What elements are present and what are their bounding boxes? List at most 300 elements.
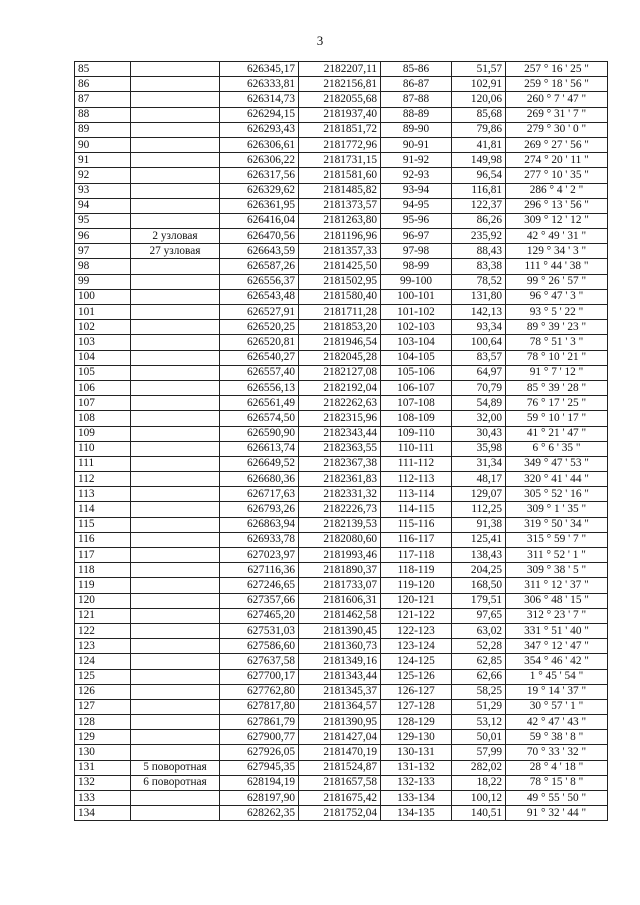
point-number-cell: 93 [75,183,131,198]
point-note-cell: 6 поворотная [131,775,220,790]
x-coordinate-cell: 627023,97 [220,548,299,563]
length-cell: 91,38 [452,517,506,532]
point-number-cell: 107 [75,396,131,411]
segment-cell: 121-122 [381,608,452,623]
point-note-cell [131,563,220,578]
bearing-cell: 347 ° 12 ' 47 " [506,639,608,654]
segment-cell: 103-104 [381,335,452,350]
bearing-cell: 42 ° 49 ' 31 " [506,229,608,244]
bearing-cell: 311 ° 52 ' 1 " [506,548,608,563]
point-note-cell: 2 узловая [131,229,220,244]
point-note-cell [131,350,220,365]
length-cell: 41,81 [452,137,506,152]
segment-cell: 93-94 [381,183,452,198]
table-row [75,563,608,578]
y-coordinate-cell: 2181373,57 [299,198,381,213]
length-cell: 54,89 [452,396,506,411]
point-number-cell: 103 [75,335,131,350]
table-row [75,213,608,228]
table-row [75,274,608,289]
y-coordinate-cell: 2182156,81 [299,77,381,92]
segment-cell: 101-102 [381,305,452,320]
point-note-cell [131,107,220,122]
bearing-cell: 311 ° 12 ' 37 " [506,578,608,593]
y-coordinate-cell: 2182192,04 [299,380,381,395]
point-note-cell [131,699,220,714]
point-note-cell [131,593,220,608]
point-number-cell: 129 [75,730,131,745]
x-coordinate-cell: 626680,36 [220,472,299,487]
point-note-cell [131,745,220,760]
x-coordinate-cell: 626527,91 [220,305,299,320]
segment-cell: 118-119 [381,563,452,578]
y-coordinate-cell: 2181711,28 [299,305,381,320]
x-coordinate-cell: 626590,90 [220,426,299,441]
bearing-cell: 96 ° 47 ' 3 " [506,289,608,304]
segment-cell: 88-89 [381,107,452,122]
x-coordinate-cell: 627861,79 [220,715,299,730]
bearing-cell: 257 ° 16 ' 25 " [506,62,608,77]
point-number-cell: 121 [75,608,131,623]
y-coordinate-cell: 2182207,11 [299,62,381,77]
table-row [75,320,608,335]
point-note-cell [131,259,220,274]
bearing-cell: 129 ° 34 ' 3 " [506,244,608,259]
point-number-cell: 125 [75,669,131,684]
y-coordinate-cell: 2181425,50 [299,259,381,274]
table-row [75,745,608,760]
x-coordinate-cell: 626361,95 [220,198,299,213]
point-note-cell [131,411,220,426]
point-number-cell: 104 [75,350,131,365]
x-coordinate-cell: 626540,27 [220,350,299,365]
segment-cell: 85-86 [381,62,452,77]
bearing-cell: 305 ° 52 ' 16 " [506,487,608,502]
segment-cell: 120-121 [381,593,452,608]
point-number-cell: 108 [75,411,131,426]
y-coordinate-cell: 2181890,37 [299,563,381,578]
y-coordinate-cell: 2181462,58 [299,608,381,623]
table-row [75,548,608,563]
point-note-cell [131,472,220,487]
x-coordinate-cell: 626317,56 [220,168,299,183]
point-note-cell [131,380,220,395]
bearing-cell: 315 ° 59 ' 7 " [506,532,608,547]
length-cell: 204,25 [452,563,506,578]
table-row [75,122,608,137]
point-number-cell: 95 [75,213,131,228]
x-coordinate-cell: 626717,63 [220,487,299,502]
point-note-cell: 27 узловая [131,244,220,259]
x-coordinate-cell: 626294,15 [220,107,299,122]
length-cell: 85,68 [452,107,506,122]
x-coordinate-cell: 627926,05 [220,745,299,760]
segment-cell: 134-135 [381,806,452,821]
point-number-cell: 119 [75,578,131,593]
table-row [75,396,608,411]
point-note-cell [131,639,220,654]
table-row [75,137,608,152]
coordinates-table [74,61,608,821]
x-coordinate-cell: 626613,74 [220,441,299,456]
length-cell: 83,57 [452,350,506,365]
point-note-cell [131,396,220,411]
y-coordinate-cell: 2181349,16 [299,654,381,669]
table-row [75,730,608,745]
x-coordinate-cell: 626557,40 [220,365,299,380]
length-cell: 30,43 [452,426,506,441]
bearing-cell: 59 ° 38 ' 8 " [506,730,608,745]
y-coordinate-cell: 2181390,45 [299,623,381,638]
y-coordinate-cell: 2181731,15 [299,153,381,168]
x-coordinate-cell: 627900,77 [220,730,299,745]
length-cell: 235,92 [452,229,506,244]
point-number-cell: 116 [75,532,131,547]
bearing-cell: 93 ° 5 ' 22 " [506,305,608,320]
x-coordinate-cell: 626293,43 [220,122,299,137]
table-row [75,411,608,426]
y-coordinate-cell: 2181606,31 [299,593,381,608]
y-coordinate-cell: 2181470,19 [299,745,381,760]
table-row [75,168,608,183]
bearing-cell: 78 ° 10 ' 21 " [506,350,608,365]
segment-cell: 94-95 [381,198,452,213]
segment-cell: 127-128 [381,699,452,714]
bearing-cell: 309 ° 1 ' 35 " [506,502,608,517]
y-coordinate-cell: 2181946,54 [299,335,381,350]
y-coordinate-cell: 2182343,44 [299,426,381,441]
length-cell: 50,01 [452,730,506,745]
x-coordinate-cell: 627116,36 [220,563,299,578]
segment-cell: 90-91 [381,137,452,152]
segment-cell: 92-93 [381,168,452,183]
table-row [75,426,608,441]
y-coordinate-cell: 2181675,42 [299,791,381,806]
point-number-cell: 112 [75,472,131,487]
point-number-cell: 115 [75,517,131,532]
x-coordinate-cell: 626649,52 [220,456,299,471]
point-number-cell: 118 [75,563,131,578]
point-number-cell: 122 [75,623,131,638]
point-note-cell [131,183,220,198]
y-coordinate-cell: 2182367,38 [299,456,381,471]
point-number-cell: 120 [75,593,131,608]
length-cell: 62,85 [452,654,506,669]
y-coordinate-cell: 2182262,63 [299,396,381,411]
length-cell: 112,25 [452,502,506,517]
segment-cell: 89-90 [381,122,452,137]
table-row [75,715,608,730]
length-cell: 32,00 [452,411,506,426]
bearing-cell: 28 ° 4 ' 18 " [506,760,608,775]
point-number-cell: 106 [75,380,131,395]
x-coordinate-cell: 626587,26 [220,259,299,274]
point-number-cell: 130 [75,745,131,760]
point-number-cell: 110 [75,441,131,456]
segment-cell: 132-133 [381,775,452,790]
length-cell: 120,06 [452,92,506,107]
table-row [75,365,608,380]
segment-cell: 133-134 [381,791,452,806]
bearing-cell: 349 ° 47 ' 53 " [506,456,608,471]
point-note-cell [131,426,220,441]
segment-cell: 123-124 [381,639,452,654]
segment-cell: 104-105 [381,350,452,365]
y-coordinate-cell: 2181853,20 [299,320,381,335]
bearing-cell: 309 ° 12 ' 12 " [506,213,608,228]
table-row [75,380,608,395]
y-coordinate-cell: 2181343,44 [299,669,381,684]
table-row [75,487,608,502]
table-row [75,198,608,213]
table-row [75,517,608,532]
length-cell: 96,54 [452,168,506,183]
segment-cell: 117-118 [381,548,452,563]
table-row [75,532,608,547]
segment-cell: 86-87 [381,77,452,92]
point-note-cell [131,578,220,593]
y-coordinate-cell: 2181524,87 [299,760,381,775]
point-note-cell [131,335,220,350]
bearing-cell: 320 ° 41 ' 44 " [506,472,608,487]
table-row [75,259,608,274]
bearing-cell: 111 ° 44 ' 38 " [506,259,608,274]
point-note-cell [131,365,220,380]
length-cell: 79,86 [452,122,506,137]
bearing-cell: 76 ° 17 ' 25 " [506,396,608,411]
bearing-cell: 312 ° 23 ' 7 " [506,608,608,623]
segment-cell: 129-130 [381,730,452,745]
point-note-cell [131,198,220,213]
bearing-cell: 41 ° 21 ' 47 " [506,426,608,441]
point-note-cell [131,213,220,228]
x-coordinate-cell: 627817,80 [220,699,299,714]
segment-cell: 97-98 [381,244,452,259]
table-row [75,335,608,350]
length-cell: 64,97 [452,365,506,380]
length-cell: 86,26 [452,213,506,228]
point-note-cell [131,137,220,152]
bearing-cell: 99 ° 26 ' 57 " [506,274,608,289]
bearing-cell: 49 ° 55 ' 50 " [506,791,608,806]
table-row [75,669,608,684]
y-coordinate-cell: 2181485,82 [299,183,381,198]
segment-cell: 116-117 [381,532,452,547]
y-coordinate-cell: 2182361,83 [299,472,381,487]
segment-cell: 106-107 [381,380,452,395]
length-cell: 83,38 [452,259,506,274]
length-cell: 100,12 [452,791,506,806]
point-note-cell [131,608,220,623]
bearing-cell: 91 ° 32 ' 44 " [506,806,608,821]
point-note-cell [131,623,220,638]
length-cell: 88,43 [452,244,506,259]
segment-cell: 126-127 [381,684,452,699]
segment-cell: 102-103 [381,320,452,335]
segment-cell: 87-88 [381,92,452,107]
x-coordinate-cell: 626306,61 [220,137,299,152]
point-number-cell: 105 [75,365,131,380]
segment-cell: 99-100 [381,274,452,289]
x-coordinate-cell: 628262,35 [220,806,299,821]
segment-cell: 119-120 [381,578,452,593]
x-coordinate-cell: 626556,13 [220,380,299,395]
length-cell: 51,29 [452,699,506,714]
point-number-cell: 114 [75,502,131,517]
point-number-cell: 94 [75,198,131,213]
page-number: 3 [316,33,324,48]
point-note-cell [131,441,220,456]
y-coordinate-cell: 2181345,37 [299,684,381,699]
table-row [75,92,608,107]
table-row [75,654,608,669]
bearing-cell: 279 ° 30 ' 0 " [506,122,608,137]
point-note-cell [131,168,220,183]
table-row [75,502,608,517]
y-coordinate-cell: 2181851,72 [299,122,381,137]
x-coordinate-cell: 626561,49 [220,396,299,411]
point-number-cell: 101 [75,305,131,320]
bearing-cell: 19 ° 14 ' 37 " [506,684,608,699]
point-note-cell [131,532,220,547]
bearing-cell: 286 ° 4 ' 2 " [506,183,608,198]
y-coordinate-cell: 2181360,73 [299,639,381,654]
segment-cell: 128-129 [381,715,452,730]
segment-cell: 107-108 [381,396,452,411]
bearing-cell: 42 ° 47 ' 43 " [506,715,608,730]
bearing-cell: 85 ° 39 ' 28 " [506,380,608,395]
segment-cell: 96-97 [381,229,452,244]
length-cell: 100,64 [452,335,506,350]
x-coordinate-cell: 627357,66 [220,593,299,608]
point-note-cell [131,320,220,335]
x-coordinate-cell: 627762,80 [220,684,299,699]
point-note-cell [131,791,220,806]
y-coordinate-cell: 2182080,60 [299,532,381,547]
x-coordinate-cell: 626863,94 [220,517,299,532]
point-number-cell: 117 [75,548,131,563]
point-number-cell: 98 [75,259,131,274]
table-row [75,472,608,487]
bearing-cell: 269 ° 27 ' 56 " [506,137,608,152]
x-coordinate-cell: 626520,25 [220,320,299,335]
length-cell: 282,02 [452,760,506,775]
length-cell: 102,91 [452,77,506,92]
point-number-cell: 99 [75,274,131,289]
x-coordinate-cell: 626643,59 [220,244,299,259]
y-coordinate-cell: 2181364,57 [299,699,381,714]
x-coordinate-cell: 626329,62 [220,183,299,198]
x-coordinate-cell: 626470,56 [220,229,299,244]
table-row [75,62,608,77]
x-coordinate-cell: 626306,22 [220,153,299,168]
bearing-cell: 277 ° 10 ' 35 " [506,168,608,183]
table-row [75,806,608,821]
table-row [75,791,608,806]
y-coordinate-cell: 2181752,04 [299,806,381,821]
x-coordinate-cell: 626333,81 [220,77,299,92]
point-note-cell [131,669,220,684]
x-coordinate-cell: 627700,17 [220,669,299,684]
table-row [75,153,608,168]
bearing-cell: 269 ° 31 ' 7 " [506,107,608,122]
bearing-cell: 6 ° 6 ' 35 " [506,441,608,456]
x-coordinate-cell: 627637,58 [220,654,299,669]
point-note-cell [131,715,220,730]
point-number-cell: 88 [75,107,131,122]
y-coordinate-cell: 2181772,96 [299,137,381,152]
point-note-cell [131,122,220,137]
segment-cell: 111-112 [381,456,452,471]
y-coordinate-cell: 2181580,40 [299,289,381,304]
segment-cell: 109-110 [381,426,452,441]
x-coordinate-cell: 627246,65 [220,578,299,593]
y-coordinate-cell: 2182315,96 [299,411,381,426]
point-note-cell [131,517,220,532]
point-number-cell: 124 [75,654,131,669]
point-note-cell [131,289,220,304]
point-number-cell: 128 [75,715,131,730]
bearing-cell: 70 ° 33 ' 32 " [506,745,608,760]
point-number-cell: 123 [75,639,131,654]
x-coordinate-cell: 626933,78 [220,532,299,547]
bearing-cell: 30 ° 57 ' 1 " [506,699,608,714]
table-row [75,684,608,699]
length-cell: 62,66 [452,669,506,684]
bearing-cell: 1 ° 45 ' 54 " [506,669,608,684]
bearing-cell: 306 ° 48 ' 15 " [506,593,608,608]
bearing-cell: 59 ° 10 ' 17 " [506,411,608,426]
y-coordinate-cell: 2181657,58 [299,775,381,790]
segment-cell: 95-96 [381,213,452,228]
y-coordinate-cell: 2181581,60 [299,168,381,183]
x-coordinate-cell: 626543,48 [220,289,299,304]
point-note-cell [131,456,220,471]
point-note-cell [131,730,220,745]
length-cell: 35,98 [452,441,506,456]
length-cell: 78,52 [452,274,506,289]
bearing-cell: 309 ° 38 ' 5 " [506,563,608,578]
length-cell: 140,51 [452,806,506,821]
y-coordinate-cell: 2182139,53 [299,517,381,532]
segment-cell: 125-126 [381,669,452,684]
bearing-cell: 354 ° 46 ' 42 " [506,654,608,669]
length-cell: 179,51 [452,593,506,608]
x-coordinate-cell: 627465,20 [220,608,299,623]
point-note-cell [131,305,220,320]
segment-cell: 91-92 [381,153,452,168]
point-note-cell [131,502,220,517]
x-coordinate-cell: 626520,81 [220,335,299,350]
point-number-cell: 89 [75,122,131,137]
length-cell: 18,22 [452,775,506,790]
point-number-cell: 85 [75,62,131,77]
length-cell: 129,07 [452,487,506,502]
x-coordinate-cell: 627945,35 [220,760,299,775]
point-number-cell: 132 [75,775,131,790]
length-cell: 131,80 [452,289,506,304]
segment-cell: 108-109 [381,411,452,426]
bearing-cell: 296 ° 13 ' 56 " [506,198,608,213]
x-coordinate-cell: 628194,19 [220,775,299,790]
table-row [75,289,608,304]
x-coordinate-cell: 626416,04 [220,213,299,228]
length-cell: 116,81 [452,183,506,198]
point-note-cell [131,77,220,92]
length-cell: 52,28 [452,639,506,654]
length-cell: 149,98 [452,153,506,168]
point-note-cell [131,153,220,168]
